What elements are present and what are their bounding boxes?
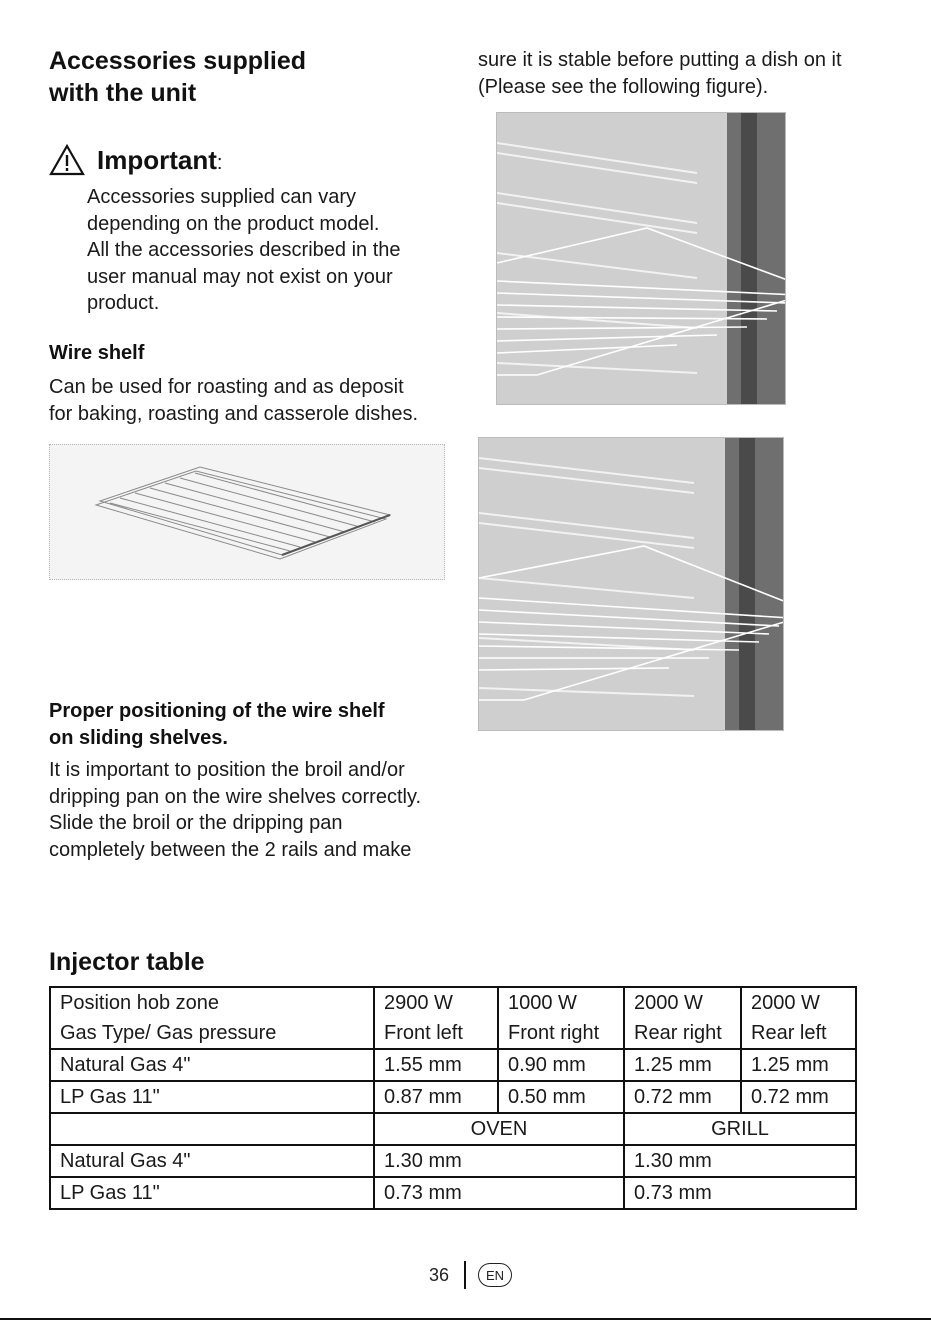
table-row — [50, 1081, 856, 1113]
position-label: Position hob zone — [50, 987, 374, 1018]
value-cell: 0.90 mm — [498, 1049, 624, 1081]
value-cell: 0.72 mm — [741, 1081, 856, 1113]
value-cell: 1.25 mm — [624, 1049, 741, 1081]
gas-type-cell: LP Gas 11" — [50, 1081, 374, 1113]
zone-power: 2000 W — [741, 987, 856, 1018]
wire-shelf-illustration — [50, 445, 444, 579]
oven-value-cell: 0.73 mm — [374, 1177, 624, 1209]
wire-shelf-description: Can be used for roasting and as deposit for baking, roasting and casserole dishes. — [49, 376, 419, 425]
positioning-description: It is important to position the broil and/or dripping pan on the wire shelves correctly. Slide the broil or the dripping pan completely between the 2 rails and make — [49, 759, 422, 861]
oven-value-cell: 1.30 mm — [374, 1145, 624, 1177]
zone-power: 2900 W — [374, 987, 498, 1018]
continued-text: sure it is stable before putting a dish on it (Please see the following figure). — [478, 49, 842, 98]
value-cell: 0.50 mm — [498, 1081, 624, 1113]
grill-header: GRILL — [624, 1113, 856, 1145]
oven-shelf-illustration-bottom — [479, 438, 783, 730]
oven-shelf-illustration-top — [497, 113, 785, 404]
value-cell: 0.72 mm — [624, 1081, 741, 1113]
footer-divider — [464, 1261, 466, 1289]
value-cell: 1.55 mm — [374, 1049, 498, 1081]
zone-location: Front right — [498, 1018, 624, 1049]
gas-type-cell: Natural Gas 4" — [50, 1049, 374, 1081]
injector-table — [49, 986, 857, 1210]
oven-header: OVEN — [374, 1113, 624, 1145]
zone-location: Front left — [374, 1018, 498, 1049]
grill-value-cell: 0.73 mm — [624, 1177, 856, 1209]
important-title: Important — [97, 145, 217, 175]
gas-type-label: Gas Type/ Gas pressure — [50, 1018, 374, 1049]
warning-icon — [49, 144, 85, 176]
table-row — [50, 1145, 856, 1177]
zone-location: Rear left — [741, 1018, 856, 1049]
wire-shelf-heading: Wire shelf — [49, 342, 145, 364]
zone-location: Rear right — [624, 1018, 741, 1049]
important-note: Accessories supplied can vary depending on the product model. All the accessories described in the user manual may not exist on your product. — [87, 186, 401, 314]
section-heading: Accessories supplied with the unit — [49, 47, 307, 107]
table-header-row-power — [50, 987, 856, 1018]
oven-grill-header-row — [50, 1113, 856, 1145]
wire-shelf-figure — [49, 444, 445, 580]
value-cell: 1.25 mm — [741, 1049, 856, 1081]
grill-value-cell: 1.30 mm — [624, 1145, 856, 1177]
gas-type-cell: LP Gas 11" — [50, 1177, 374, 1209]
injector-table-heading: Injector table — [49, 948, 205, 976]
table-row — [50, 1049, 856, 1081]
value-cell: 0.87 mm — [374, 1081, 498, 1113]
zone-power: 2000 W — [624, 987, 741, 1018]
table-row — [50, 1177, 856, 1209]
oven-shelf-figure-bottom — [478, 437, 784, 731]
page-bottom-rule — [0, 1318, 931, 1320]
empty-cell — [50, 1113, 374, 1145]
oven-shelf-figure-top — [496, 112, 786, 405]
table-header-row-location — [50, 1018, 856, 1049]
page-number: 36 — [429, 1265, 450, 1285]
zone-power: 1000 W — [498, 987, 624, 1018]
language-badge: EN — [478, 1263, 512, 1287]
important-colon: : — [216, 152, 223, 174]
positioning-heading: Proper positioning of the wire shelf on sliding shelves. — [49, 700, 385, 749]
gas-type-cell: Natural Gas 4" — [50, 1145, 374, 1177]
